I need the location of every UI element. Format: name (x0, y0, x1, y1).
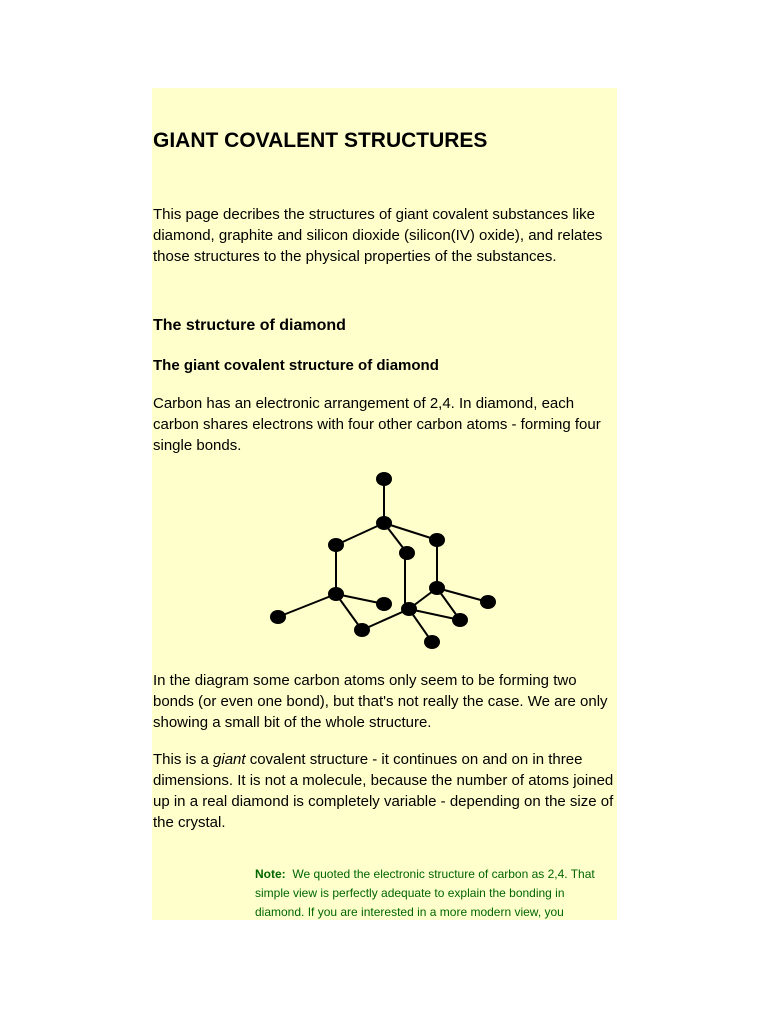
carbon-atom (376, 472, 392, 486)
carbon-atom (270, 610, 286, 624)
carbon-atom (480, 595, 496, 609)
carbon-atom (328, 538, 344, 552)
section-heading-diamond: The structure of diamond (153, 317, 346, 334)
carbon-atom (401, 602, 417, 616)
carbon-atom (354, 623, 370, 637)
note-box (255, 865, 615, 920)
giant-structure-paragraph (153, 749, 617, 833)
diamond-structure-diagram (152, 458, 617, 658)
carbon-atom (424, 635, 440, 649)
subsection-heading-giant-covalent: The giant covalent structure of diamond (153, 357, 439, 374)
bond (336, 523, 384, 545)
bond (278, 594, 336, 617)
carbon-atom (376, 516, 392, 530)
giant-before-text: This is a (153, 751, 214, 768)
carbon-arrangement-paragraph: Carbon has an electronic arrangement of 2,4. In diamond, each carbon shares electrons with four other carbon atoms - forming four single bonds. (153, 395, 601, 454)
giant-after-text: covalent structure - it continues on and on in three dimensions. It is not a molecule, because the number of atoms joined up in a real diamond is completely variable - depending on the size of the crystal. (153, 751, 614, 831)
note-text: We quoted the electronic structure of carbon as 2,4. That simple view is perfectly adequate to explain the bonding in diamond. If you are interested in a more modern view, you (255, 867, 595, 919)
carbon-atom (399, 546, 415, 560)
diagram-explanation-paragraph: In the diagram some carbon atoms only seem to be forming two bonds (or even one bond), but that's not really the case. We are only showing a small bit of the whole structure. (153, 672, 608, 731)
note-label: Note: (255, 867, 286, 881)
intro-paragraph: This page decribes the structures of giant covalent substances like diamond, graphite and silicon dioxide (silicon(IV) oxide), and relates those structures to the physical properties of the substances. (153, 206, 603, 265)
carbon-atom (429, 533, 445, 547)
giant-emphasis: giant (213, 751, 246, 768)
carbon-atom (452, 613, 468, 627)
carbon-atom (429, 581, 445, 595)
carbon-atom (328, 587, 344, 601)
bond (384, 523, 437, 540)
content-panel (152, 88, 617, 920)
page-title: GIANT COVALENT STRUCTURES (153, 129, 488, 152)
carbon-atom (376, 597, 392, 611)
